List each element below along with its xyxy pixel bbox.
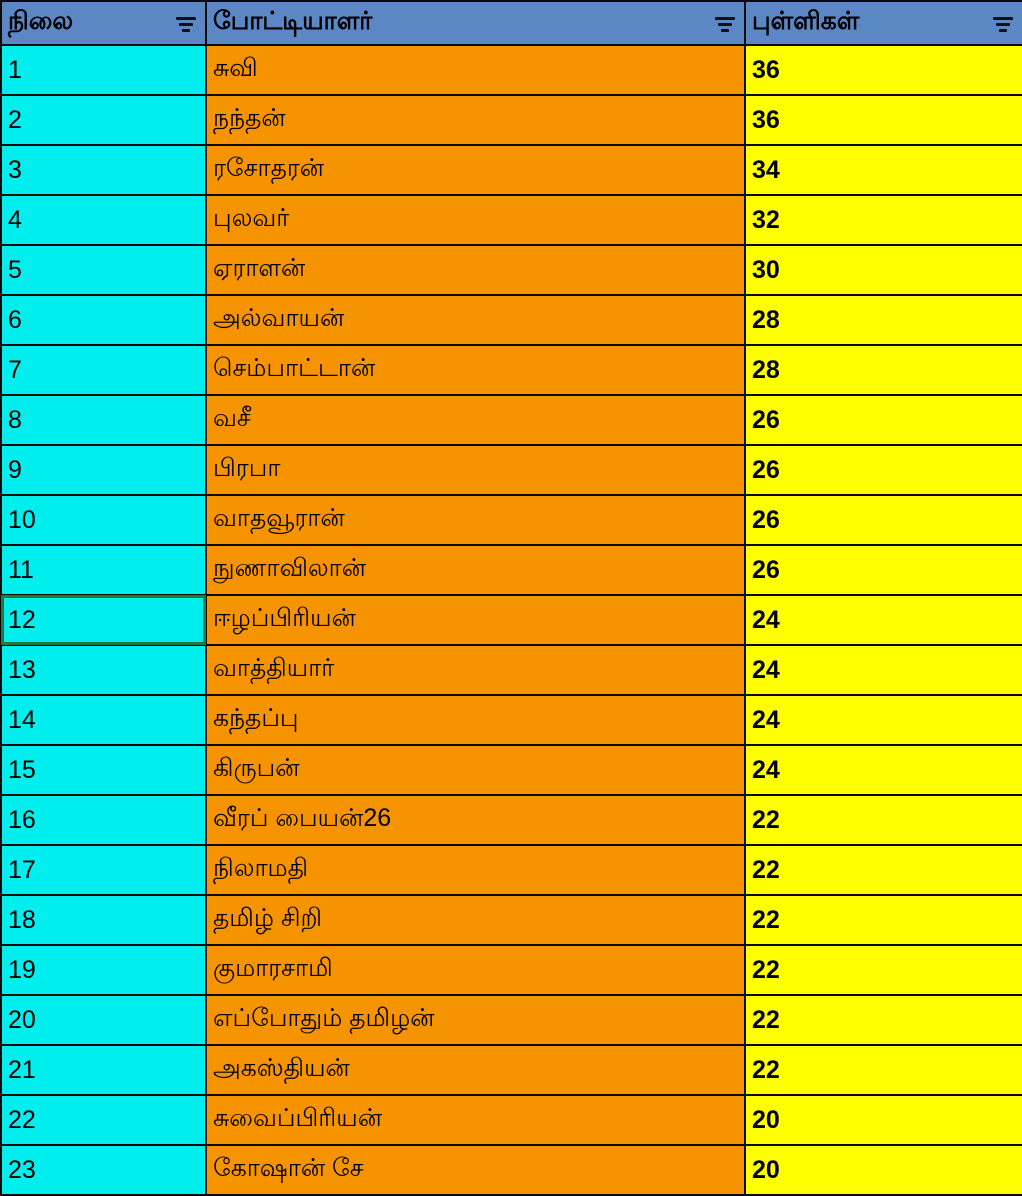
cell-competitor[interactable]: அகஸ்தியன் [206,1045,745,1095]
cell-competitor[interactable]: கந்தப்பு [206,695,745,745]
filter-icon[interactable] [173,10,199,36]
cell-points[interactable]: 26 [745,545,1022,595]
column-header-points[interactable] [745,1,1022,45]
cell-competitor[interactable]: நந்தன் [206,95,745,145]
filter-icon[interactable] [990,10,1016,36]
cell-rank[interactable]: 11 [1,545,206,595]
cell-points[interactable]: 36 [745,95,1022,145]
table-row[interactable] [1,595,1022,645]
cell-competitor[interactable]: கிருபன் [206,745,745,795]
cell-rank[interactable]: 2 [1,95,206,145]
table-row[interactable] [1,195,1022,245]
cell-rank[interactable]: 5 [1,245,206,295]
table-row[interactable] [1,95,1022,145]
table-row[interactable] [1,1145,1022,1195]
table-body [1,45,1022,1195]
cell-points[interactable]: 22 [745,895,1022,945]
cell-rank[interactable]: 10 [1,495,206,545]
cell-rank[interactable]: 6 [1,295,206,345]
cell-points[interactable]: 26 [745,445,1022,495]
column-header-competitor[interactable] [206,1,745,45]
cell-rank[interactable]: 13 [1,645,206,695]
cell-points[interactable]: 32 [745,195,1022,245]
cell-rank[interactable]: 17 [1,845,206,895]
column-header-rank[interactable] [1,1,206,45]
cell-rank[interactable]: 3 [1,145,206,195]
cell-competitor[interactable]: எப்போதும் தமிழன் [206,995,745,1045]
cell-points[interactable]: 24 [745,645,1022,695]
table-row[interactable] [1,145,1022,195]
cell-points[interactable]: 36 [745,45,1022,95]
table-row[interactable] [1,795,1022,845]
cell-points[interactable]: 22 [745,995,1022,1045]
cell-points[interactable]: 22 [745,795,1022,845]
filter-icon[interactable] [712,10,738,36]
cell-rank[interactable]: 16 [1,795,206,845]
cell-points[interactable]: 26 [745,495,1022,545]
cell-competitor[interactable]: ரசோதரன் [206,145,745,195]
table-row[interactable] [1,645,1022,695]
table-row[interactable] [1,945,1022,995]
cell-competitor[interactable]: ஏராளன் [206,245,745,295]
cell-rank[interactable]: 1 [1,45,206,95]
cell-competitor[interactable]: சுவி [206,45,745,95]
cell-rank[interactable]: 20 [1,995,206,1045]
cell-points[interactable]: 26 [745,395,1022,445]
cell-points[interactable]: 20 [745,1145,1022,1195]
cell-competitor[interactable]: வாதவூரான் [206,495,745,545]
table-row[interactable] [1,295,1022,345]
cell-competitor[interactable]: வாத்தியார் [206,645,745,695]
table-row[interactable] [1,495,1022,545]
cell-competitor[interactable]: ஈழப்பிரியன் [206,595,745,645]
cell-points[interactable]: 24 [745,695,1022,745]
table-row[interactable] [1,845,1022,895]
cell-points[interactable]: 28 [745,345,1022,395]
cell-rank[interactable]: 22 [1,1095,206,1145]
column-header-rank-label: நிலை [8,7,74,35]
column-header-points-label: புள்ளிகள் [752,7,860,35]
table-row[interactable] [1,395,1022,445]
cell-rank[interactable]: 15 [1,745,206,795]
cell-rank[interactable]: 18 [1,895,206,945]
cell-competitor[interactable]: செம்பாட்டான் [206,345,745,395]
cell-rank[interactable]: 23 [1,1145,206,1195]
table-row[interactable] [1,345,1022,395]
table-row[interactable] [1,545,1022,595]
cell-competitor[interactable]: நுணாவிலான் [206,545,745,595]
cell-points[interactable]: 22 [745,845,1022,895]
cell-rank[interactable]: 4 [1,195,206,245]
column-header-competitor-label: போட்டியாளர் [213,7,373,35]
table-row[interactable] [1,1045,1022,1095]
cell-competitor[interactable]: கோஷான் சே [206,1145,745,1195]
cell-points[interactable]: 20 [745,1095,1022,1145]
table-row[interactable] [1,895,1022,945]
table-row[interactable] [1,45,1022,95]
table-row[interactable] [1,1095,1022,1145]
cell-rank[interactable]: 14 [1,695,206,745]
cell-points[interactable]: 34 [745,145,1022,195]
cell-points[interactable]: 22 [745,945,1022,995]
cell-rank[interactable]: 12 [1,595,206,645]
cell-competitor[interactable]: குமாரசாமி [206,945,745,995]
cell-points[interactable]: 30 [745,245,1022,295]
cell-points[interactable]: 24 [745,745,1022,795]
table-row[interactable] [1,445,1022,495]
table-row[interactable] [1,995,1022,1045]
cell-competitor[interactable]: புலவர் [206,195,745,245]
cell-competitor[interactable]: வீரப் பையன்26 [206,795,745,845]
cell-rank[interactable]: 21 [1,1045,206,1095]
cell-competitor[interactable]: நிலாமதி [206,845,745,895]
cell-competitor[interactable]: தமிழ் சிறி [206,895,745,945]
cell-points[interactable]: 28 [745,295,1022,345]
cell-rank[interactable]: 9 [1,445,206,495]
cell-competitor[interactable]: பிரபா [206,445,745,495]
cell-rank[interactable]: 19 [1,945,206,995]
header-row [1,1,1022,45]
table-row[interactable] [1,695,1022,745]
cell-competitor[interactable]: சுவைப்பிரியன் [206,1095,745,1145]
table-row[interactable] [1,745,1022,795]
cell-competitor[interactable]: வசீ [206,395,745,445]
table-header [1,1,1022,45]
cell-rank[interactable]: 7 [1,345,206,395]
table-row[interactable] [1,245,1022,295]
cell-points[interactable]: 24 [745,595,1022,645]
cell-rank[interactable]: 8 [1,395,206,445]
cell-competitor[interactable]: அல்வாயன் [206,295,745,345]
cell-points[interactable]: 22 [745,1045,1022,1095]
